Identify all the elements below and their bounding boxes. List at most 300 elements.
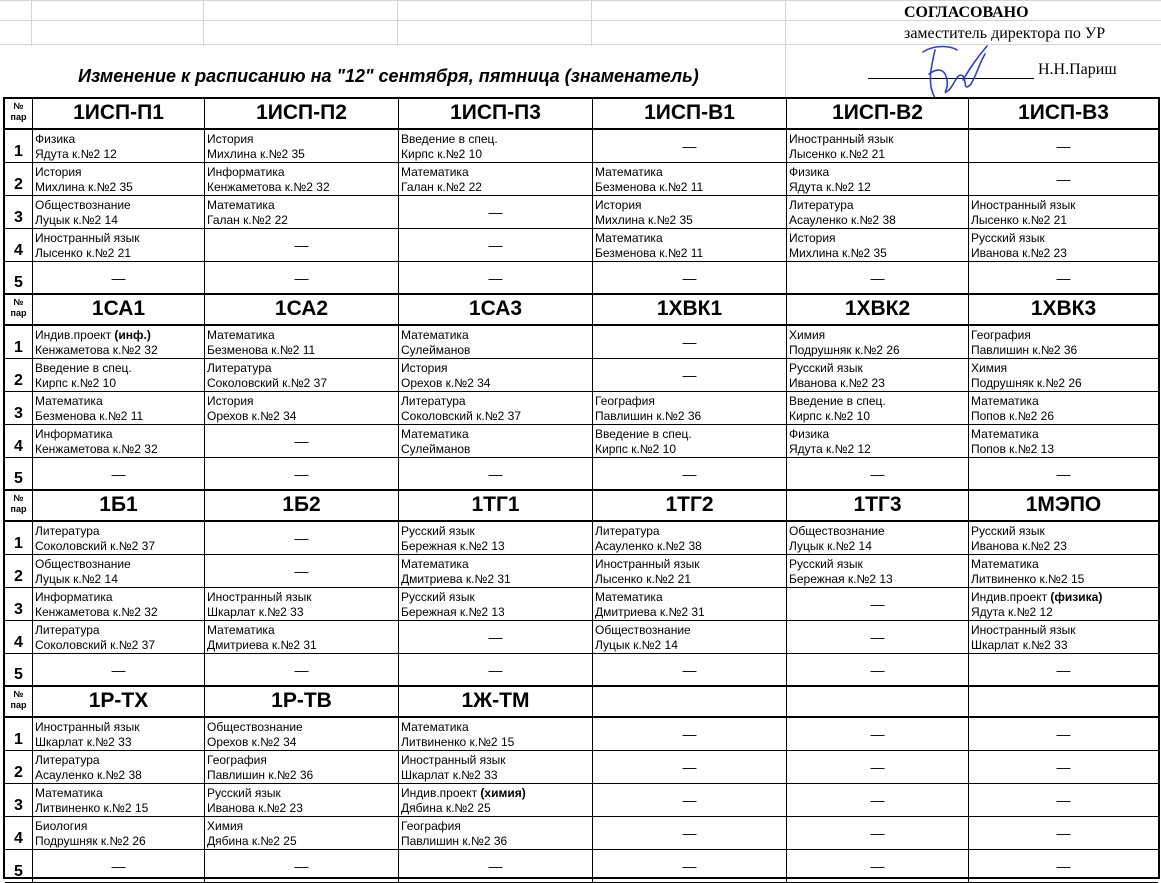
lesson-cell — [593, 163, 787, 196]
group-header: 1ТГ1 — [399, 491, 593, 522]
lesson-cell — [969, 359, 1158, 392]
teacher-room: Орехов к.№2 34 — [207, 409, 297, 423]
subject-text: Математика — [207, 198, 275, 212]
teacher-room: Луцык к.№2 14 — [595, 638, 678, 652]
subject-name — [35, 819, 87, 833]
lesson-row — [5, 850, 1158, 883]
lesson-cell — [205, 196, 399, 229]
subject-name — [971, 623, 1076, 637]
subject-text: Иностранный язык — [207, 590, 312, 604]
subject-name — [595, 198, 642, 212]
subject-name — [35, 132, 75, 146]
empty-lesson-cell: — — [33, 262, 205, 295]
teacher-room: Кенжаметова к.№2 32 — [35, 442, 158, 456]
lesson-cell — [969, 555, 1158, 588]
teacher-room: Соколовский к.№2 37 — [35, 638, 155, 652]
teacher-room: Кирпс к.№2 10 — [789, 409, 871, 423]
subject-text: Русский язык — [401, 590, 475, 604]
lesson-cell — [787, 359, 969, 392]
subject-note: (инф.) — [114, 328, 151, 342]
lesson-row — [5, 163, 1158, 196]
lesson-cell — [787, 196, 969, 229]
subject-text: Индив.проект — [35, 328, 112, 342]
subject-text: Русский язык — [971, 524, 1045, 538]
lesson-row — [5, 751, 1158, 784]
subject-text: История — [35, 165, 82, 179]
subject-text: Информатика — [35, 427, 113, 441]
subject-name — [401, 524, 475, 538]
teacher-room: Орехов к.№2 34 — [207, 735, 297, 749]
subject-name — [789, 524, 885, 538]
lesson-number: 5 — [5, 850, 33, 883]
subject-name — [207, 328, 275, 342]
group-header: 1Б2 — [205, 491, 399, 522]
lesson-row — [5, 196, 1158, 229]
lesson-number: 4 — [5, 621, 33, 654]
subject-name — [789, 198, 854, 212]
lesson-cell — [969, 196, 1158, 229]
empty-lesson-cell: — — [787, 751, 969, 784]
subject-note: (химия) — [480, 786, 526, 800]
lesson-cell — [787, 425, 969, 458]
teacher-room: Шкарлат к.№2 33 — [35, 735, 132, 749]
empty-lesson-cell: — — [969, 654, 1158, 687]
teacher-room: Иванова к.№2 23 — [971, 539, 1067, 553]
lesson-row — [5, 326, 1158, 359]
subject-text: Информатика — [207, 165, 285, 179]
teacher-room: Соколовский к.№2 37 — [35, 539, 155, 553]
group-header: 1ТГ3 — [787, 491, 969, 522]
empty-lesson-cell: — — [593, 326, 787, 359]
teacher-room: Ядута к.№2 12 — [789, 442, 871, 456]
subject-text: Иностранный язык — [595, 557, 700, 571]
lesson-cell — [969, 621, 1158, 654]
empty-lesson-cell: — — [787, 588, 969, 621]
subject-text: География — [207, 753, 267, 767]
teacher-room: Луцык к.№2 14 — [789, 539, 872, 553]
subject-text: Математика — [595, 590, 663, 604]
group-header: 1ИСП-П2 — [205, 99, 399, 130]
teacher-room: Галан к.№2 22 — [401, 180, 482, 194]
lesson-number: 3 — [5, 392, 33, 425]
subject-text: Математика — [595, 231, 663, 245]
empty-lesson-cell: — — [205, 262, 399, 295]
group-header: 1ИСП-П1 — [33, 99, 205, 130]
teacher-room: Кенжаметова к.№2 32 — [35, 605, 158, 619]
subject-name — [207, 590, 312, 604]
teacher-room: Бережная к.№2 13 — [401, 605, 505, 619]
lesson-number: 4 — [5, 229, 33, 262]
lesson-row — [5, 718, 1158, 751]
empty-lesson-cell: — — [399, 850, 593, 883]
subject-text: История — [595, 198, 642, 212]
empty-lesson-cell: — — [33, 850, 205, 883]
empty-lesson-cell: — — [593, 262, 787, 295]
empty-lesson-cell: — — [593, 359, 787, 392]
group-header: 1ИСП-В2 — [787, 99, 969, 130]
lesson-number: 1 — [5, 522, 33, 555]
lesson-row — [5, 654, 1158, 687]
lesson-number: 1 — [5, 130, 33, 163]
empty-lesson-cell: — — [33, 458, 205, 491]
teacher-room: Павлишин к.№2 36 — [207, 768, 314, 782]
subject-text: Иностранный язык — [971, 198, 1076, 212]
lesson-cell — [205, 130, 399, 163]
lesson-row — [5, 522, 1158, 555]
lesson-cell — [593, 392, 787, 425]
lesson-cell — [205, 718, 399, 751]
lesson-cell — [593, 555, 787, 588]
empty-lesson-cell: — — [787, 458, 969, 491]
lesson-cell — [205, 392, 399, 425]
subject-name — [595, 590, 663, 604]
subject-text: Иностранный язык — [35, 720, 140, 734]
subject-name — [207, 198, 275, 212]
subject-text: Информатика — [35, 590, 113, 604]
subject-text: Математика — [401, 720, 469, 734]
subject-text: География — [401, 819, 461, 833]
subject-text: Обществознание — [595, 623, 691, 637]
lesson-cell — [787, 163, 969, 196]
subject-text: Русский язык — [789, 361, 863, 375]
lesson-cell — [399, 588, 593, 621]
subject-text: Математика — [401, 165, 469, 179]
lesson-cell — [33, 718, 205, 751]
teacher-room: Асауленко к.№2 38 — [35, 768, 142, 782]
subject-name — [971, 524, 1045, 538]
subject-text: История — [207, 132, 254, 146]
subject-name — [35, 720, 140, 734]
subject-text: Русский язык — [401, 524, 475, 538]
subject-text: Иностранный язык — [401, 753, 506, 767]
subject-text: Русский язык — [207, 786, 281, 800]
lesson-cell — [399, 425, 593, 458]
subject-name — [789, 165, 829, 179]
group-header: 1МЭПО — [969, 491, 1158, 522]
group-header: 1ХВК3 — [969, 295, 1158, 326]
lesson-cell — [205, 359, 399, 392]
lesson-cell — [969, 522, 1158, 555]
teacher-room: Лысенко к.№2 21 — [971, 213, 1068, 227]
group-header: 1Р-ТВ — [205, 687, 399, 718]
subject-text: География — [971, 328, 1031, 342]
page-title: Изменение к расписанию на "12" сентября, пятница (знаменатель) — [78, 66, 699, 86]
group-header-row — [5, 687, 1158, 718]
lesson-number: 2 — [5, 555, 33, 588]
subject-name — [35, 165, 82, 179]
lesson-row — [5, 229, 1158, 262]
empty-lesson-cell: — — [969, 130, 1158, 163]
subject-name — [595, 524, 660, 538]
teacher-room: Шкарлат к.№2 33 — [401, 768, 498, 782]
empty-lesson-cell: — — [205, 229, 399, 262]
subject-name — [789, 394, 886, 408]
subject-name — [35, 328, 151, 342]
teacher-room: Асауленко к.№2 38 — [789, 213, 896, 227]
subject-text: Математика — [971, 557, 1039, 571]
lesson-row — [5, 784, 1158, 817]
group-header: 1ИСП-П3 — [399, 99, 593, 130]
empty-lesson-cell: — — [205, 555, 399, 588]
lesson-cell — [399, 326, 593, 359]
subject-name — [35, 590, 113, 604]
teacher-room: Кирпс к.№2 10 — [35, 376, 117, 390]
lesson-cell — [593, 588, 787, 621]
empty-lesson-cell: — — [593, 817, 787, 850]
subject-name — [971, 427, 1039, 441]
teacher-room: Дмитриева к.№2 31 — [401, 572, 511, 586]
subject-text: История — [789, 231, 836, 245]
teacher-room: Попов к.№2 13 — [971, 442, 1054, 456]
subject-name — [595, 557, 700, 571]
subject-text: Русский язык — [971, 231, 1045, 245]
teacher-room: Ядута к.№2 12 — [789, 180, 871, 194]
teacher-room: Соколовский к.№2 37 — [401, 409, 521, 423]
subject-name — [595, 394, 655, 408]
lesson-row — [5, 458, 1158, 491]
subject-name — [35, 557, 131, 571]
subject-name — [35, 753, 100, 767]
teacher-room: Литвиненко к.№2 15 — [971, 572, 1085, 586]
subject-name — [207, 819, 243, 833]
subject-name — [401, 427, 469, 441]
teacher-room: Орехов к.№2 34 — [401, 376, 491, 390]
teacher-room: Кирпс к.№2 10 — [595, 442, 677, 456]
subject-text: Введение в спец. — [595, 427, 692, 441]
empty-lesson-cell: — — [399, 229, 593, 262]
lesson-row — [5, 130, 1158, 163]
teacher-room: Попов к.№2 26 — [971, 409, 1054, 423]
subject-text: Введение в спец. — [789, 394, 886, 408]
teacher-room: Ядута к.№2 12 — [35, 147, 117, 161]
subject-text: Обществознание — [207, 720, 303, 734]
lesson-number: 5 — [5, 654, 33, 687]
subject-text: Физика — [789, 427, 830, 441]
lesson-cell — [399, 555, 593, 588]
empty-lesson-cell: — — [205, 458, 399, 491]
lesson-cell — [593, 229, 787, 262]
teacher-room: Кирпс к.№2 10 — [401, 147, 483, 161]
subject-name — [401, 557, 469, 571]
group-header-row — [5, 99, 1158, 130]
subject-text: Обществознание — [789, 524, 885, 538]
subject-name — [595, 623, 691, 637]
lesson-cell — [33, 326, 205, 359]
teacher-room: Сулейманов — [401, 442, 471, 456]
subject-text: Обществознание — [35, 557, 131, 571]
lesson-row — [5, 555, 1158, 588]
empty-lesson-cell: — — [969, 751, 1158, 784]
lesson-cell — [969, 229, 1158, 262]
empty-lesson-cell: — — [787, 654, 969, 687]
subject-text: Химия — [789, 328, 826, 342]
lesson-row — [5, 817, 1158, 850]
lesson-cell — [205, 751, 399, 784]
lesson-row — [5, 392, 1158, 425]
subject-text: Иностранный язык — [35, 231, 140, 245]
teacher-room: Дмитриева к.№2 31 — [595, 605, 705, 619]
lesson-cell — [593, 621, 787, 654]
empty-lesson-cell: — — [205, 654, 399, 687]
teacher-room: Павлишин к.№2 36 — [971, 343, 1078, 357]
empty-lesson-cell: — — [969, 262, 1158, 295]
lesson-cell — [399, 130, 593, 163]
teacher-room: Литвиненко к.№2 15 — [401, 735, 515, 749]
lesson-cell — [33, 784, 205, 817]
subject-name — [207, 132, 254, 146]
subject-name — [207, 753, 267, 767]
empty-lesson-cell: — — [593, 654, 787, 687]
empty-lesson-cell: — — [593, 130, 787, 163]
empty-lesson-cell: — — [787, 262, 969, 295]
lesson-row — [5, 621, 1158, 654]
teacher-room: Лысенко к.№2 21 — [35, 246, 132, 260]
lesson-number: 2 — [5, 359, 33, 392]
lesson-cell — [33, 130, 205, 163]
lesson-number-header: № пар — [5, 491, 33, 522]
subject-text: Математика — [401, 427, 469, 441]
subject-text: Литература — [35, 524, 100, 538]
lesson-cell — [205, 163, 399, 196]
teacher-room: Лысенко к.№2 21 — [595, 572, 692, 586]
teacher-room: Кенжаметова к.№2 32 — [35, 343, 158, 357]
subject-name — [401, 720, 469, 734]
subject-text: Введение в спец. — [401, 132, 498, 146]
lesson-cell — [399, 359, 593, 392]
subject-text: Индив.проект — [971, 590, 1048, 604]
lesson-cell — [205, 326, 399, 359]
subject-text: Литература — [35, 753, 100, 767]
subject-name — [35, 623, 100, 637]
teacher-room: Безменова к.№2 11 — [595, 180, 704, 194]
group-header: 1ИСП-В3 — [969, 99, 1158, 130]
subject-name — [401, 753, 506, 767]
subject-text: Литература — [789, 198, 854, 212]
subject-name — [207, 394, 254, 408]
teacher-room: Подрушняк к.№2 26 — [971, 376, 1082, 390]
lesson-cell — [33, 425, 205, 458]
lesson-cell — [593, 196, 787, 229]
subject-name — [401, 132, 498, 146]
teacher-room: Дмитриева к.№2 31 — [207, 638, 317, 652]
group-header: 1ИСП-В1 — [593, 99, 787, 130]
subject-text: Математика — [401, 328, 469, 342]
teacher-room: Безменова к.№2 11 — [35, 409, 144, 423]
subject-text: Литература — [35, 623, 100, 637]
subject-text: Обществознание — [35, 198, 131, 212]
lesson-number-header: № пар — [5, 99, 33, 130]
lesson-cell — [205, 817, 399, 850]
lesson-cell — [205, 621, 399, 654]
subject-text: Физика — [35, 132, 76, 146]
lesson-number: 1 — [5, 718, 33, 751]
subject-text: История — [401, 361, 448, 375]
empty-lesson-cell: — — [969, 718, 1158, 751]
teacher-room: Лысенко к.№2 21 — [789, 147, 886, 161]
lesson-cell — [33, 817, 205, 850]
empty-lesson-cell: — — [399, 654, 593, 687]
lesson-cell — [205, 784, 399, 817]
empty-lesson-cell: — — [399, 458, 593, 491]
lesson-number-header: № пар — [5, 295, 33, 326]
subject-name — [207, 786, 281, 800]
lesson-row — [5, 425, 1158, 458]
lesson-cell — [33, 392, 205, 425]
subject-name — [35, 198, 131, 212]
lesson-number: 5 — [5, 262, 33, 295]
lesson-cell — [33, 588, 205, 621]
group-header: 1ТГ2 — [593, 491, 787, 522]
teacher-room: Луцык к.№2 14 — [35, 572, 118, 586]
teacher-room: Галан к.№2 22 — [207, 213, 288, 227]
group-header: 1ХВК2 — [787, 295, 969, 326]
subject-note: (физика) — [1050, 590, 1103, 604]
empty-lesson-cell: — — [787, 850, 969, 883]
empty-lesson-cell: — — [33, 654, 205, 687]
lesson-cell — [399, 392, 593, 425]
schedule-table — [3, 97, 1160, 879]
subject-name — [35, 427, 113, 441]
subject-text: История — [207, 394, 254, 408]
subject-name — [207, 720, 303, 734]
subject-text: Литература — [595, 524, 660, 538]
teacher-room: Шкарлат к.№2 33 — [207, 605, 304, 619]
empty-lesson-cell: — — [787, 817, 969, 850]
subject-name — [971, 198, 1076, 212]
lesson-cell — [399, 817, 593, 850]
teacher-room: Дябина к.№2 25 — [401, 801, 491, 815]
lesson-cell — [787, 326, 969, 359]
subject-name — [401, 590, 475, 604]
teacher-room: Подрушняк к.№2 26 — [35, 834, 146, 848]
group-header: 1СА3 — [399, 295, 593, 326]
subject-name — [35, 524, 100, 538]
group-header — [593, 687, 787, 718]
empty-lesson-cell: — — [399, 196, 593, 229]
subject-name — [971, 328, 1031, 342]
subject-text: Математика — [35, 394, 103, 408]
lesson-row — [5, 262, 1158, 295]
subject-text: Математика — [401, 557, 469, 571]
group-header-row — [5, 295, 1158, 326]
lesson-cell — [969, 392, 1158, 425]
empty-lesson-cell: — — [787, 718, 969, 751]
lesson-cell — [399, 522, 593, 555]
empty-lesson-cell: — — [399, 621, 593, 654]
lesson-number: 3 — [5, 784, 33, 817]
teacher-room: Михлина к.№2 35 — [35, 180, 133, 194]
subject-name — [789, 231, 836, 245]
group-header: 1СА2 — [205, 295, 399, 326]
teacher-room: Михлина к.№2 35 — [789, 246, 887, 260]
group-header: 1Б1 — [33, 491, 205, 522]
empty-lesson-cell: — — [593, 718, 787, 751]
lesson-number: 5 — [5, 458, 33, 491]
subject-name — [207, 361, 272, 375]
lesson-cell — [33, 196, 205, 229]
teacher-room: Павлишин к.№2 36 — [595, 409, 702, 423]
empty-lesson-cell: — — [969, 784, 1158, 817]
empty-lesson-cell: — — [969, 817, 1158, 850]
lesson-cell — [33, 751, 205, 784]
subject-text: Литература — [207, 361, 272, 375]
subject-name — [789, 328, 825, 342]
teacher-room: Михлина к.№2 35 — [595, 213, 693, 227]
lesson-cell — [787, 522, 969, 555]
teacher-room: Сулейманов — [401, 343, 471, 357]
subject-text: Русский язык — [789, 557, 863, 571]
empty-lesson-cell: — — [205, 850, 399, 883]
